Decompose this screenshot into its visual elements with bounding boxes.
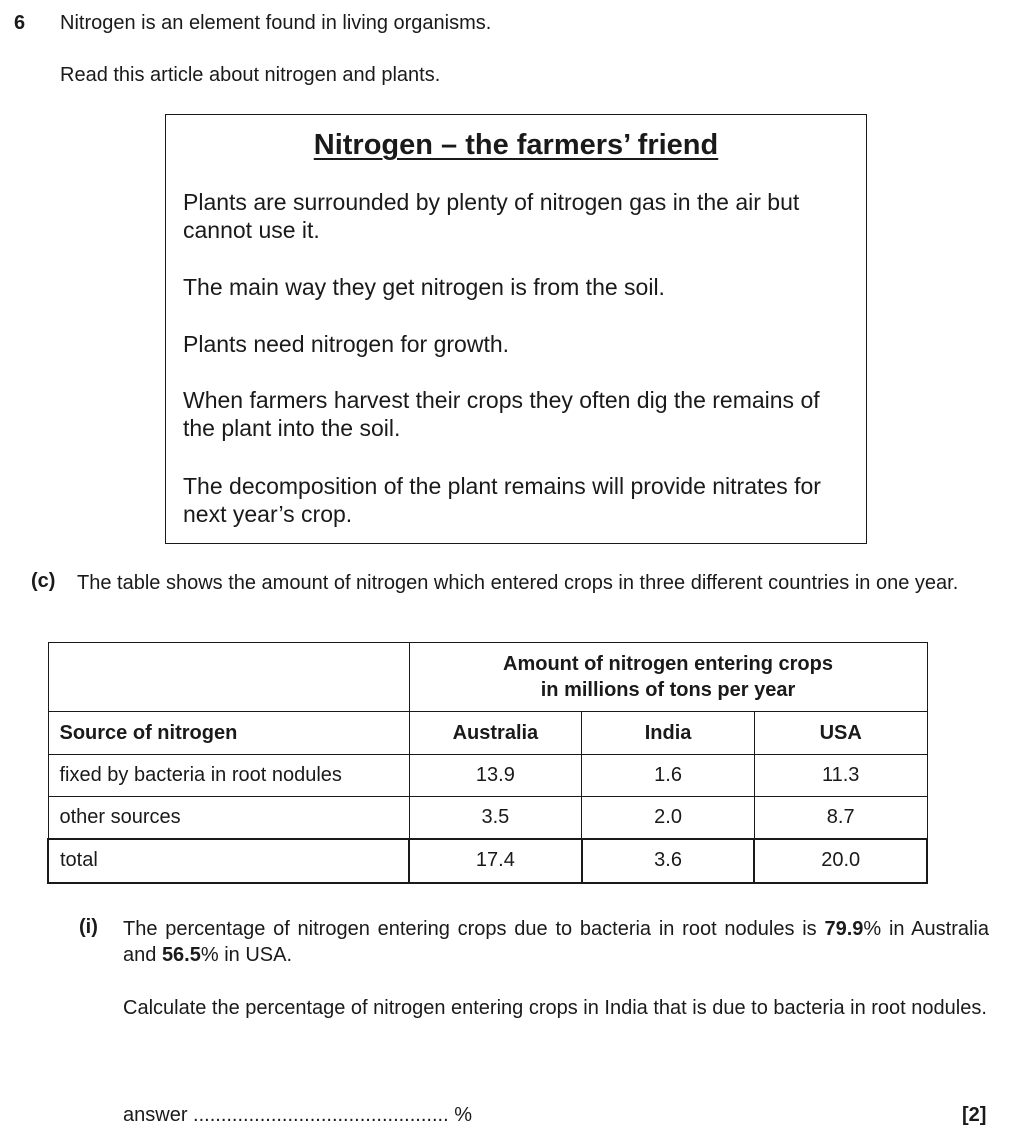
article-title: Nitrogen – the farmers’ friend bbox=[313, 129, 719, 161]
table-cell-value: 20.0 bbox=[754, 839, 927, 883]
table-cell-value: 11.3 bbox=[754, 755, 927, 797]
table-cell-value: 1.6 bbox=[582, 755, 755, 797]
part-c-label: (c) bbox=[31, 570, 56, 592]
table-header-empty bbox=[48, 643, 409, 712]
sub-question-label: (i) bbox=[79, 916, 98, 938]
part-c-text: The table shows the amount of nitrogen which entered crops in three different countries in one year. bbox=[77, 572, 959, 594]
table-cell-value: 13.9 bbox=[409, 755, 582, 797]
marks-label: [2] bbox=[962, 1104, 987, 1126]
table-header-australia: Australia bbox=[409, 712, 582, 755]
table-row bbox=[48, 797, 927, 839]
table-cell-value: 2.0 bbox=[582, 797, 755, 839]
nitrogen-table bbox=[47, 642, 928, 884]
table-header-source: Source of nitrogen bbox=[48, 712, 409, 755]
sub-question-instruction: Calculate the percentage of nitrogen entering crops in India that is due to bacteria in root nodules. bbox=[123, 997, 987, 1019]
table-cell-value: 3.5 bbox=[409, 797, 582, 839]
table-header-usa: USA bbox=[754, 712, 927, 755]
table-cell-source: other sources bbox=[48, 797, 409, 839]
table-cell-value: 8.7 bbox=[754, 797, 927, 839]
article-paragraph: The decomposition of the plant remains will provide nitrates for next year’s crop. bbox=[183, 473, 821, 527]
table-header-india: India bbox=[582, 712, 755, 755]
article-paragraph: When farmers harvest their crops they often dig the remains of the plant into the soil. bbox=[183, 387, 820, 441]
table-cell-source: fixed by bacteria in root nodules bbox=[48, 755, 409, 797]
article-box bbox=[165, 114, 867, 544]
question-intro: Nitrogen is an element found in living organisms. bbox=[60, 12, 492, 34]
usa-percentage: 56.5 bbox=[161, 944, 201, 966]
article-paragraph: Plants are surrounded by plenty of nitrogen gas in the air but cannot use it. bbox=[183, 189, 800, 243]
australia-percentage: 79.9 bbox=[824, 918, 864, 940]
answer-field[interactable]: answer .............................................. % bbox=[123, 1104, 472, 1126]
table-row bbox=[48, 755, 927, 797]
sub-question-statement: The percentage of nitrogen entering crops due to bacteria in root nodules is 79.9% in Australia and 56.5% in USA. bbox=[123, 918, 989, 966]
question-number: 6 bbox=[14, 12, 26, 34]
question-instruction: Read this article about nitrogen and plants. bbox=[60, 64, 441, 86]
table-header-amount: Amount of nitrogen entering crops in millions of tons per year bbox=[409, 643, 927, 712]
article-paragraph: Plants need nitrogen for growth. bbox=[183, 331, 510, 357]
table-cell-value: 17.4 bbox=[409, 839, 582, 883]
table-cell-source: total bbox=[48, 839, 409, 883]
table-row-total bbox=[48, 839, 927, 883]
article-paragraph: The main way they get nitrogen is from the soil. bbox=[183, 274, 665, 300]
table-cell-value: 3.6 bbox=[582, 839, 755, 883]
